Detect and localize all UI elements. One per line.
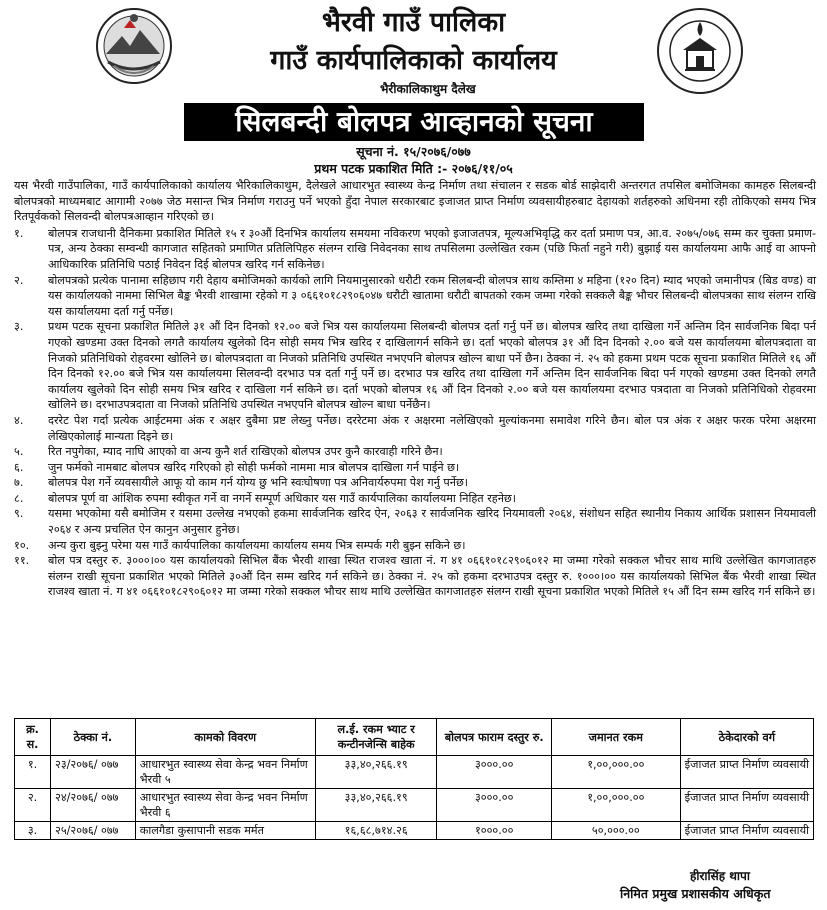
cell-contractor-class: ईजाजत प्राप्त निर्माण व्यवसायी xyxy=(680,789,813,822)
item-number: ४. xyxy=(14,413,24,427)
item-text: रित नपुगेका, म्याद नाघि आएको वा अन्य कुनै शर्त राखिएको बोलपत्र उपर कुनै कारवाही गरिने छैन। xyxy=(48,445,443,459)
header xyxy=(0,0,827,100)
cell-form-fee: ३०००.०० xyxy=(437,789,551,822)
intro-paragraph: यस भैरवी गाउँपालिका, गाउँ कार्यपालिकाको कार्यालय भैरिकालिकाथुम, दैलेखले आधारभुत स्वास्थ्य केन्द्र निर्माण तथा संचालन र सडक बोर्ड साझेदारी अन्तरगत तपसिल बमोजिमका कामहरु सिलबन्दी बोलपत्रको माध्यमबाट आगामी २०७७ जेठ मसान्त भित्र निर्माण गराउनु पर्ने भएको हुँदा नेपाल सरकारबाट इजाजत प्राप्त निर्माण व्यवसायीहरुबाट देहायको शर्तहरुको अधिनमा रही तोकिएको समय भित्र रितपूर्वकको सिलवन्दी बोलपत्रआव्हान गरिएको छ। xyxy=(14,179,816,224)
list-item xyxy=(14,538,816,554)
municipality-seal-icon xyxy=(655,6,745,96)
list-item xyxy=(14,444,816,460)
list-item xyxy=(14,491,816,507)
cell-sn: १. xyxy=(15,756,51,789)
column-header: जमानत रकम xyxy=(551,719,680,756)
column-header: क्र. स. xyxy=(15,719,51,756)
item-number: १०. xyxy=(14,538,30,552)
item-text: बोलपत्रको प्रत्येक पानामा सहिछाप गरी देहाय बमोजिमको कार्यको लागि नियमानुसारको धरौटी रकम सिलबन्दी बोलपत्र साथ कम्तिमा ४ महिना (१२० दिन) म्याद भएको जमानीपत्र (बिड वण्ड) वा यस कार्यालयको नाममा सिभिल बैङ्क भैरवी शाखामा रहेको ग ३ ०६६१०१८२९०६०४७ धरौटी खातामा धरौटी बापतको रकम जम्मा गरेको सक्कलै बैङ्क भौचर सिलबन्दी बोलपत्रका साथ संलग्न राखि यस कार्यालयमा दर्ता गर्नु पर्नेछ। xyxy=(48,273,816,318)
contracts-table xyxy=(14,718,814,840)
item-number: ६. xyxy=(14,460,24,474)
cell-work-description: कालगैडा कुसापानी सडक मर्मत xyxy=(135,822,315,840)
column-header: ल.ई. रकम भ्याट र कन्टीनजेन्सि बाहेक xyxy=(315,719,437,756)
item-text: बोलपत्र पूर्ण वा आंशिक रुपमा स्वीकृत गर्ने वा नगर्ने सम्पूर्ण अधिकार यस गाउँ कार्यपालिका कार्यालयमा निहित रहनेछ। xyxy=(48,491,517,505)
item-text: जुन फर्मको नामबाट बोलपत्र खरिद गरिएको हो सोही फर्मको नाममा मात्र बोलपत्र दाखिला गर्न पाईने छ। xyxy=(48,460,460,474)
item-text: अन्य कुरा बुझ्नु परेमा यस गाउँ कार्यपालिका कार्यालयमा कार्यालय समय भित्र सम्पर्क गरी बुझ्न सकिने छ। xyxy=(48,538,466,552)
office-name: गाउँ कार्यपालिकाको कार्यालय xyxy=(270,45,557,76)
cell-bid-security: ५०,०००.०० xyxy=(551,822,680,840)
cell-form-fee: १०००.०० xyxy=(437,822,551,840)
notice-number: सूचना नं. १५/२०७६/०७७ xyxy=(356,144,471,159)
list-item xyxy=(14,319,816,413)
table-row xyxy=(15,822,814,840)
table-row xyxy=(15,789,814,822)
item-number: ३. xyxy=(14,320,24,334)
item-number: ८. xyxy=(14,491,24,505)
table-row xyxy=(15,756,814,789)
table-header-row xyxy=(15,719,814,756)
item-text: बोल पत्र दस्तुर रु. ३०००।०० यस कार्यालयको सिभिल बैंक भैरवी शाखा स्थित राजश्व खाता नं. ग ४१ ०६६१०१८२९०६०१२ मा जम्मा गरेको सक्कल भौचर साथ माथि उल्लेखित कागजातहरु संलग्न राखी सूचना प्रकाशित भएको मितिले ३०औं दिन सम्म खरिद गर्न सकिने छ। ठेक्का नं. २५ को हकमा दरभाउपत्र दस्तुर रु. १०००।०० यस कार्यालयको सिभिल बैंक भैरवी शाखा स्थित राजश्व खाता नं. ग ४१ ०६६१०१८२९०६०१२ मा जम्मा गरेको सक्कल भौचर साथ माथि उल्लेखित कागजातहरु संलग्न राखी सूचना प्रकाशित भएको मितिले १५ औं दिन सम्म खरिद गर्न सकिने छ। xyxy=(48,554,816,599)
list-item xyxy=(14,475,816,491)
notice-body xyxy=(14,178,816,600)
cell-contract-no: २५/२०७६/ ०७७ xyxy=(51,822,136,840)
municipality-name: भैरवी गाउँ पालिका xyxy=(321,7,506,38)
cell-work-description: आधारभुत स्वास्थ्य सेवा केन्द्र भवन निर्माण भैरवी ५ xyxy=(135,756,315,789)
item-number: १. xyxy=(14,226,24,240)
notice-banner-title: सिलबन्दी बोलपत्र आव्हानको सूचना xyxy=(184,103,644,141)
cell-estimate: ३३,४०,२६६.१९ xyxy=(315,756,437,789)
cell-form-fee: ३०००.०० xyxy=(437,756,551,789)
signatory-name: हीरासिंह थापा xyxy=(690,869,750,883)
item-text: यसमा भएकोमा यसै बमोजिम र यसमा उल्लेख नभएको हकमा सार्वजनिक खरिद ऐन, २०६३ र सार्वजनिक खरिद नियमावली २०६४, संशोधन सहित स्थानीय निकाय आर्थिक प्रशासन नियमावली २०६४ र अन्य प्रचलित ऐन कानुन अनुसार हुनेछ। xyxy=(48,507,816,537)
cell-contractor-class: ईजाजत प्राप्त निर्माण व्यवसायी xyxy=(680,756,813,789)
cell-bid-security: १,००,०००.०० xyxy=(551,756,680,789)
list-item xyxy=(14,506,816,537)
signatory-title: निमित प्रमुख प्रशासकीय अधिकृत xyxy=(620,886,771,901)
list-item xyxy=(14,273,816,320)
column-header: ठेक्का नं. xyxy=(51,719,136,756)
column-header: ठेकेदारको वर्ग xyxy=(680,719,813,756)
first-published-date: प्रथम पटक प्रकाशित मिति :- २०७६/११/०५ xyxy=(314,161,513,176)
list-item xyxy=(14,226,816,273)
item-number: ११. xyxy=(14,554,30,568)
cell-sn: २. xyxy=(15,789,51,822)
list-item xyxy=(14,413,816,444)
cell-bid-security: १,००,०००.०० xyxy=(551,789,680,822)
item-text: बोलपत्र राजधानी दैनिकमा प्रकाशित मितिले १५ र ३०औं दिनभित्र कार्यालय समयमा नविकरण भएको इजाजतपत्र, मूल्यअभिवृद्धि कर दर्ता प्रमाण पत्र, आ.व. २०७५/०७६ सम्म कर चुक्ता प्रमाण-पत्र, अन्य ठेक्का सम्वन्धी कागजात सहितको प्रमाणित प्रतिलिपिहरु संलग्न राखि निवेदनका साथ तपसिलमा उल्लेखित रकम (पछि फिर्ता नहुने गरी) बुझाई यस कार्यालयमा आफै आई वा आफ्नो आधिकारिक प्रतिनिधि पठाई निवेदन दिई बोलपत्र खरिद गर्न सकिनेछ। xyxy=(48,226,816,271)
cell-work-description: आधारभुत स्वास्थ्य सेवा केन्द्र भवन निर्माण भैरवी ६ xyxy=(135,789,315,822)
item-number: २. xyxy=(14,273,24,287)
cell-sn: ३. xyxy=(15,822,51,840)
column-header: बोलपत्र फाराम दस्तुर रु. xyxy=(437,719,551,756)
item-number: ५. xyxy=(14,445,24,459)
cell-contractor-class: ईजाजत प्राप्त निर्माण व्यवसायी xyxy=(680,822,813,840)
list-item xyxy=(14,460,816,476)
cell-contract-no: २३/२०७६/ ०७७ xyxy=(51,756,136,789)
cell-estimate: ३३,४०,२६६.१९ xyxy=(315,789,437,822)
item-number: ७. xyxy=(14,476,24,490)
cell-estimate: १६,६८,७१४.२६ xyxy=(315,822,437,840)
office-address: भैरीकालिकाथुम दैलेख xyxy=(380,82,476,96)
list-item xyxy=(14,553,816,600)
item-text: दररेट पेश गर्दा प्रत्येक आईटममा अंक र अक्षर दुबैमा प्रष्ट लेख्नु पर्नेछ। दररेटमा अंक र अक्षरमा नलेखिएको मुल्यांकनमा समावेश गरिने छैन। बोल पत्र अंक र अक्षर फरक परेमा अक्षरमा लेखिएकोलाई मान्यता दिइने छ। xyxy=(48,413,816,443)
cell-contract-no: २४/२०७६/ ०७७ xyxy=(51,789,136,822)
column-header: कामको विवरण xyxy=(135,719,315,756)
item-text: बोलपत्र पेश गर्ने व्यवसायीले आफू यो काम गर्न योग्य छु भनि स्वःघोषणा पत्र अनिवार्यरुपमा पेश गर्नु पर्नेछ। xyxy=(48,476,469,490)
item-text: प्रथम पटक सूचना प्रकाशित मितिले ३१ औं दिन दिनको १२.०० बजे भित्र यस कार्यालयमा सिलबन्दी बोलपत्र दर्ता गर्नु पर्ने छ। बोलपत्र खरिद तथा दाखिला गर्ने अन्तिम दिन सार्वजनिक बिदा पर्न गएको खण्डमा उक्त दिनको लगतै कार्यालय खुलेको दिन सोही समय भित्र खरिद र दाखिलागर्न सकिने छ। दर्ता भएको बोलपत्र ३१ औं दिन दिनको २.०० बजे यस कार्यालयमा बोलपत्रदाता वा निजको प्रतिनिधिको रोहवरमा खोलिने छ। बोलपत्रदाता वा निजको प्रतिनिधि उपस्थित नभएपनि बोलपत्र खोल्न बाधा पर्ने छैन। ठेक्का नं. २५ को हकमा प्रथम पटक सूचना प्रकाशित मितिले १६ औं दिन दिनको १२.०० बजे भित्र यस कार्यालयमा सिलवन्दी दरभाउ पत्र दर्ता गर्नु पर्ने छ। दरभाउ पत्र खरिद तथा दाखिला गर्ने अन्तिम दिन सार्वजनिक बिदा पर्न गएको खण्डमा उक्त दिनको लगतै कार्यालय खुलेको दिन सोही समय भित्र खरिद र दाखिला गर्न सकिने छ। दर्ता भएको बोलपत्र १६ औं दिन दिनको २.०० बजे यस कार्यालयमा दरभाउ पत्रदाता वा निजको प्रतिनिधिको रोहवरमा खोलिने छ। दरभाउपत्रदाता वा निजको प्रतिनिधि उपस्थित नभएपनि बोलपत्र खोल्न बाधा पर्नेछैन। xyxy=(48,320,816,412)
item-number: ९. xyxy=(14,507,24,521)
